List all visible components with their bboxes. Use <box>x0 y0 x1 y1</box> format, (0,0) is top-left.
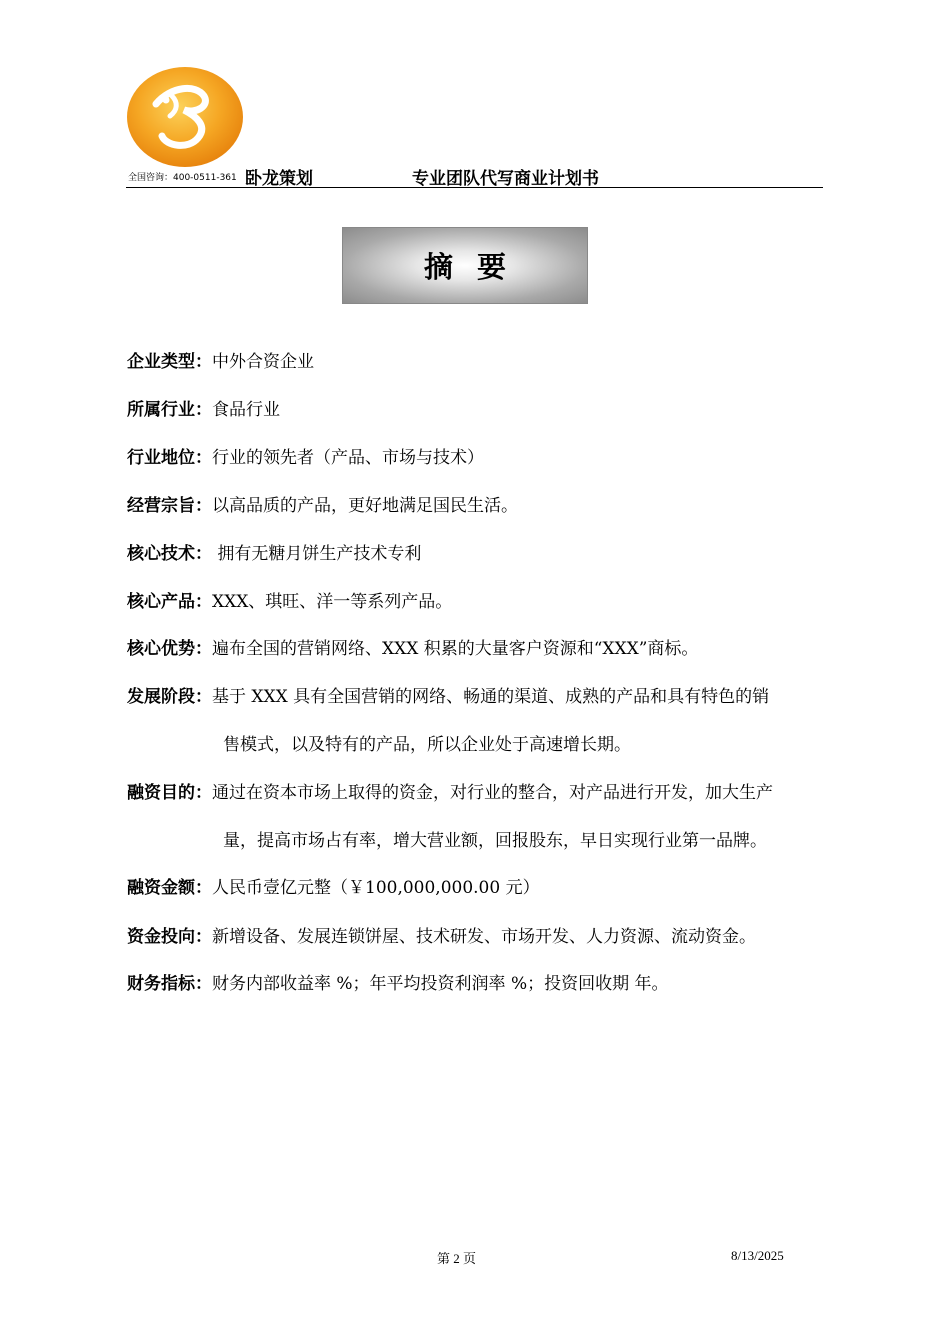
field-core-products <box>127 590 827 614</box>
field-label: 核心优势： <box>127 639 212 659</box>
field-industry <box>127 398 827 422</box>
field-value: 通过在资本市场上取得的资金，对行业的整合，对产品进行开发，加大生产 <box>212 783 773 803</box>
field-fund-allocation <box>127 925 827 949</box>
field-financing-amount <box>127 876 827 900</box>
field-label: 经营宗旨： <box>127 496 212 516</box>
field-label: 所属行业： <box>127 400 212 420</box>
field-value: 人民币壹亿元整（￥100,000,000.00 元） <box>212 878 540 898</box>
field-value: 食品行业 <box>212 400 280 420</box>
field-label: 融资目的： <box>127 783 212 803</box>
field-industry-position <box>127 446 827 470</box>
field-value: 中外合资企业 <box>212 352 314 372</box>
header-company-name: 卧龙策划 <box>245 169 313 189</box>
field-development-stage-continued: 售模式，以及特有的产品，所以企业处于高速增长期。 <box>223 735 631 755</box>
field-value: 新增设备、发展连锁饼屋、技术研发、市场开发、人力资源、流动资金。 <box>212 927 756 947</box>
summary-title: 摘要 <box>423 250 530 284</box>
field-value: 以高品质的产品，更好地满足国民生活。 <box>212 496 518 516</box>
field-label: 核心产品： <box>127 592 212 612</box>
field-core-technology <box>127 542 827 566</box>
summary-title-box <box>342 227 588 304</box>
header-divider <box>126 187 823 188</box>
field-label: 核心技术： <box>127 544 212 564</box>
field-value: 行业的领先者（产品、市场与技术） <box>212 448 484 468</box>
field-business-purpose <box>127 494 827 518</box>
field-value: XXX、琪旺、洋一等系列产品。 <box>212 592 453 612</box>
field-value: 基于 XXX 具有全国营销的网络、畅通的渠道、成熟的产品和具有特色的销 <box>212 687 770 707</box>
field-financing-purpose <box>127 781 827 805</box>
field-label: 企业类型： <box>127 352 212 372</box>
field-label: 资金投向： <box>127 927 212 947</box>
field-label: 财务指标： <box>127 974 212 994</box>
field-value: 拥有无糖月饼生产技术专利 <box>212 544 422 564</box>
field-label: 行业地位： <box>127 448 212 468</box>
company-logo <box>126 66 244 168</box>
header-slogan: 专业团队代写商业计划书 <box>412 169 599 189</box>
field-label: 融资金额： <box>127 878 212 898</box>
field-core-advantage <box>127 637 827 661</box>
logo-hotline: 全国咨询：400-0511-361 <box>128 173 237 183</box>
field-label: 发展阶段： <box>127 687 212 707</box>
field-development-stage <box>127 685 827 709</box>
field-financial-indicators <box>127 972 827 996</box>
footer-date: 8/13/2025 <box>731 1248 784 1263</box>
field-value: 财务内部收益率 %；年平均投资利润率 %；投资回收期 年。 <box>212 974 669 994</box>
footer-page-number: 第 2 页 <box>437 1251 477 1266</box>
field-financing-purpose-continued: 量，提高市场占有率，增大营业额，回报股东，早日实现行业第一品牌。 <box>223 831 767 851</box>
field-enterprise-type <box>127 350 827 374</box>
field-value: 遍布全国的营销网络、XXX 积累的大量客户资源和“XXX”商标。 <box>212 639 699 659</box>
